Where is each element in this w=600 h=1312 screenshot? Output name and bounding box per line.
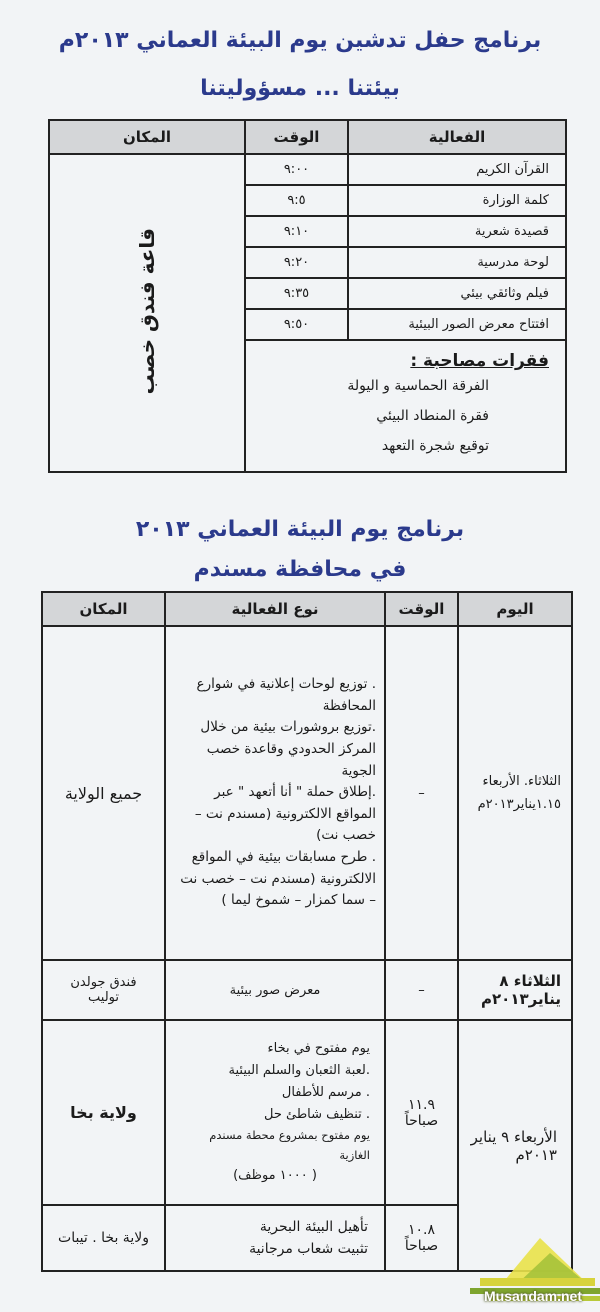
list-item: . تنظيف شاطئ حل [263,1107,370,1122]
time-cell: – [385,626,458,960]
program-title-2: برنامج يوم البيئة العماني ٢٠١٣ [135,517,465,542]
place-cell [49,154,245,472]
place-cell: فندق جولدن توليب [42,960,165,1020]
place-vertical-text: قاعة فندق خصب [135,227,159,395]
opening-schedule-table [48,119,567,473]
activity-cell [165,960,385,1020]
place-cell: ولاية بخا . تيبات [42,1205,165,1271]
time-cell: ٩:٣٥ [245,278,348,309]
header-day: اليوم [458,592,572,626]
list-item: ( ١٠٠٠ موظف) [233,1168,317,1184]
list-item: .توزيع بروشورات بيئية من خلال المركز الحدودي وقاعدة خصب الجوية [200,719,376,779]
place-cell: ولاية بخا [42,1020,165,1205]
table-row [42,960,572,1020]
time-cell: – [385,960,458,1020]
time-cell: ١١.٩ صباحاً [385,1020,458,1205]
program-subtitle-1: بيئتنا ... مسؤوليتنا [200,76,400,101]
list-item: معرض صور بيئية [229,982,321,998]
table-row [49,154,566,185]
table-row [42,626,572,960]
extras-title: فقرات مصاحبة : [410,351,549,371]
list-item: فقرة المنطاد البيئي [376,408,489,424]
musandam-schedule-table [41,591,573,1272]
list-item: . مرسم للأطفال [281,1084,370,1100]
program-title-1: برنامج حفل تدشين يوم البيئة العماني ٢٠١٣م [58,28,542,53]
time-cell: ٩:٠٠ [245,154,348,185]
header-time: الوقت [385,592,458,626]
activity-cell [165,626,385,960]
header-place: المكان [49,120,245,154]
list-item: الفرقة الحماسية و اليولة [347,378,489,394]
activity-cell: القرآن الكريم [348,154,566,185]
header-time: الوقت [245,120,348,154]
header-activity: الفعالية [348,120,566,154]
activity-cell: كلمة الوزارة [348,185,566,216]
activity-cell [165,1205,385,1271]
list-item: يوم مفتوح بمشروع محطة مسندم الغازية [209,1128,370,1162]
time-cell: ١٠.٨ صباحاً [385,1205,458,1271]
time-cell: ٩:١٠ [245,216,348,247]
list-item: تأهيل البيئة البحرية [259,1218,368,1235]
activity-cell: قصيدة شعرية [348,216,566,247]
watermark-text: Musandam.net [483,1288,582,1304]
time-cell: ٩:٢٠ [245,247,348,278]
time-cell: ٩:٥ [245,185,348,216]
musandam-logo [440,1208,600,1308]
list-item: .إطلاق حملة " أنا أتعهد " عبر المواقع الالكترونية (مسندم نت – خصب نت) [194,784,376,844]
header-type: نوع الفعالية [165,592,385,626]
list-item: . طرح مسابقات بيئية في المواقع الالكترونية (مسندم نت – خصب نت – سما كمزار – شموخ ليما ) [180,848,376,909]
list-item: تثبيت شعاب مرجانية [249,1241,368,1257]
list-item: .لعبة الثعبان والسلم البيئية [228,1062,370,1078]
day-cell: الثلاثاء ٨ يناير٢٠١٣م [458,960,572,1020]
time-cell: ٩:٥٠ [245,309,348,340]
day-cell: الثلاثاء. الأربعاء ١.١٥يناير٢٠١٣م [458,626,572,960]
activity-cell: فيلم وثائقي بيئي [348,278,566,309]
list-item: توقيع شجرة التعهد [381,438,489,454]
list-item: . توزيع لوحات إعلانية في شوارع المحافظة [196,676,376,714]
activity-cell: لوحة مدرسية [348,247,566,278]
table-row [42,1020,572,1205]
day-cell: الأربعاء ٩ يناير ٢٠١٣م [458,1020,572,1271]
header-place: المكان [42,592,165,626]
activity-cell: افتتاح معرض الصور البيئية [348,309,566,340]
place-cell: جميع الولاية [42,626,165,960]
extras-cell [245,340,566,472]
list-item: يوم مفتوح في بخاء [267,1040,370,1056]
activity-cell [165,1020,385,1205]
program-subtitle-2: في محافظة مسندم [193,557,407,582]
